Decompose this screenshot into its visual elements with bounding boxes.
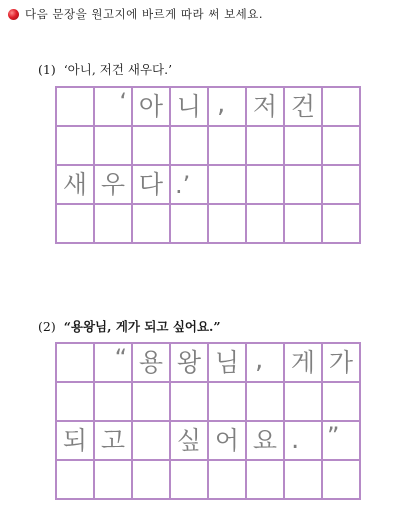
grid-cell[interactable]: 새 (57, 166, 95, 205)
grid-cell[interactable] (323, 88, 361, 127)
grid-cell[interactable] (323, 461, 361, 500)
grid-cell[interactable]: , (247, 344, 285, 383)
grid-cell[interactable]: “ (95, 344, 133, 383)
grid-cell[interactable] (171, 461, 209, 500)
grid-cell[interactable]: 아 (133, 88, 171, 127)
grid-cell[interactable]: 저 (247, 88, 285, 127)
grid-cell[interactable] (95, 127, 133, 166)
grid-cell[interactable] (95, 383, 133, 422)
exercise-2-sentence: “용왕님, 게가 되고 싶어요.” (63, 319, 221, 334)
grid-cell[interactable] (57, 383, 95, 422)
grid-cell[interactable]: 왕 (171, 344, 209, 383)
grid-cell[interactable] (57, 205, 95, 244)
grid-cell[interactable] (247, 127, 285, 166)
grid-cell[interactable] (285, 205, 323, 244)
grid-cell[interactable]: 고 (95, 422, 133, 461)
grid-cell[interactable] (209, 205, 247, 244)
grid-cell[interactable] (95, 205, 133, 244)
grid-cell[interactable]: 다 (133, 166, 171, 205)
grid-cell[interactable] (285, 166, 323, 205)
grid-cell[interactable] (247, 461, 285, 500)
grid-cell[interactable] (133, 461, 171, 500)
grid-cell[interactable] (209, 127, 247, 166)
grid-cell[interactable] (209, 461, 247, 500)
grid-cell[interactable] (133, 422, 171, 461)
grid-cell[interactable] (285, 461, 323, 500)
grid-cell[interactable]: 건 (285, 88, 323, 127)
exercise-1-prompt (38, 60, 172, 78)
grid-cell[interactable] (323, 383, 361, 422)
grid-cell[interactable] (247, 383, 285, 422)
grid-cell[interactable] (209, 166, 247, 205)
grid-cell[interactable] (95, 461, 133, 500)
grid-cell[interactable] (133, 127, 171, 166)
grid-cell[interactable] (285, 127, 323, 166)
grid-cell[interactable] (285, 383, 323, 422)
exercise-2-number: (2) (38, 319, 56, 334)
grid-cell[interactable] (57, 127, 95, 166)
grid-cell[interactable] (57, 344, 95, 383)
grid-cell[interactable] (171, 127, 209, 166)
grid-cell[interactable]: ‘ (95, 88, 133, 127)
grid-cell[interactable] (57, 461, 95, 500)
exercise-2-prompt (38, 317, 221, 335)
grid-cell[interactable]: 싶 (171, 422, 209, 461)
instruction-text: 다음 문장을 원고지에 바르게 따라 써 보세요. (25, 7, 264, 21)
grid-cell[interactable] (323, 205, 361, 244)
grid-cell[interactable]: . (285, 422, 323, 461)
grid-cell[interactable] (171, 205, 209, 244)
manuscript-grid-2 (55, 342, 361, 500)
grid-cell[interactable] (247, 205, 285, 244)
grid-cell[interactable] (323, 127, 361, 166)
grid-cell[interactable]: .’ (171, 166, 209, 205)
grid-cell[interactable]: 어 (209, 422, 247, 461)
grid-cell[interactable]: 님 (209, 344, 247, 383)
red-ball-bullet-icon (8, 9, 19, 20)
exercise-1-sentence: ‘아니, 저건 새우다.’ (63, 62, 173, 77)
grid-cell[interactable] (209, 383, 247, 422)
grid-cell[interactable]: 되 (57, 422, 95, 461)
grid-cell[interactable] (171, 383, 209, 422)
grid-cell[interactable]: 니 (171, 88, 209, 127)
grid-cell[interactable]: 가 (323, 344, 361, 383)
exercise-1-number: (1) (38, 62, 56, 77)
grid-cell[interactable]: , (209, 88, 247, 127)
instruction (8, 6, 263, 22)
grid-cell[interactable]: 요 (247, 422, 285, 461)
grid-cell[interactable]: 게 (285, 344, 323, 383)
grid-cell[interactable]: 용 (133, 344, 171, 383)
grid-cell[interactable] (57, 88, 95, 127)
grid-cell[interactable]: 우 (95, 166, 133, 205)
manuscript-grid-1 (55, 86, 361, 244)
grid-cell[interactable] (323, 166, 361, 205)
grid-cell[interactable] (247, 166, 285, 205)
grid-cell[interactable]: ” (323, 422, 361, 461)
grid-cell[interactable] (133, 205, 171, 244)
grid-cell[interactable] (133, 383, 171, 422)
